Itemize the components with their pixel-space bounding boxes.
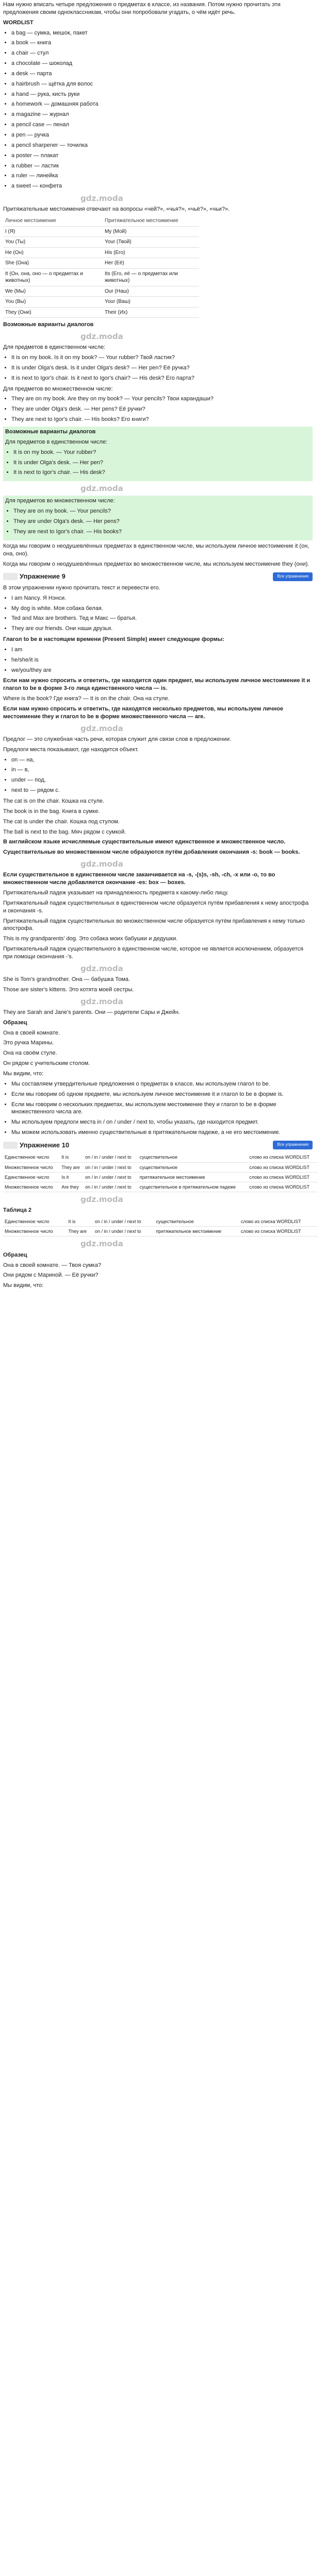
exercise-lines bbox=[3, 595, 313, 633]
table-cell: Our (Наш) bbox=[103, 286, 199, 297]
table-row bbox=[3, 268, 199, 286]
table-row bbox=[3, 297, 199, 308]
table-cell: It is bbox=[67, 1217, 93, 1227]
dialog-line: • It is next to Igor's chair. — His desk? bbox=[13, 469, 311, 477]
rule-item: • Мы используем предлоги места in / on / under / next to, чтобы указать, где находится предмет. bbox=[11, 1118, 313, 1126]
table-cell: He (Он) bbox=[3, 247, 103, 258]
sample-lines bbox=[3, 1262, 313, 1290]
sample-line: Она в своей комнате. bbox=[3, 1029, 60, 1036]
all-exercises-button[interactable]: Все упражнения bbox=[273, 572, 313, 581]
rule-item: • Если мы говорим о нескольких предметах, мы используем местоимение they и глагол to be в форме множественного числа are. bbox=[11, 1101, 313, 1116]
rule-text: Если существительное в единственном числе заканчивается на -s, -(s)s, -sh, -ch, -x или -o, то во множественном числе добавляется окончание -es: box — boxes. bbox=[3, 872, 275, 886]
verb-form: • we/you/they are bbox=[11, 667, 313, 674]
table-row bbox=[3, 1217, 318, 1227]
wordlist-item: • a hairbrush — щётка для волос bbox=[11, 80, 313, 88]
all-exercises-button[interactable]: Все упражнения bbox=[273, 1141, 313, 1149]
dialog-line: • It is under Olga's desk. Is it under Olga's desk? — Her pen? Её ручка? bbox=[11, 364, 313, 372]
translation-line: • I am Nancy. Я Нэнси. bbox=[11, 595, 313, 602]
rule-item: • Мы можем использовать именно существительные в притяжательном падеже, а не его местоимение. bbox=[11, 1129, 313, 1137]
translation-line: • Ted and Max are brothers. Тед и Макс — братья. bbox=[11, 615, 313, 622]
example-text: She is Tom's grandmother. Она — бабушка Тома. bbox=[3, 976, 131, 983]
dialogs-plural-list bbox=[3, 395, 313, 423]
table-cell: It (Он, она, оно — о предметах и животных) bbox=[3, 268, 103, 286]
preposition-item: • in — в, bbox=[11, 766, 313, 774]
dialog-line: • They are on my book. — Your pencils? bbox=[13, 507, 311, 515]
table-cell: слово из списка WORDLIST bbox=[248, 1172, 318, 1182]
sample-line: Это ручка Марины. bbox=[3, 1040, 54, 1046]
table-cell: You (Ты) bbox=[3, 237, 103, 248]
sample-line: Она в своей комнате. — Твоя сумка? bbox=[3, 1262, 101, 1268]
wordlist bbox=[3, 29, 313, 191]
exercise-header bbox=[3, 572, 313, 581]
rule-text: Существительные во множественном числе образуются путём добавления окончания -s: book — books. bbox=[3, 849, 300, 856]
wordlist-item: • a magazine — журнал bbox=[11, 111, 313, 118]
wordlist-item: • a chocolate — шоколад bbox=[11, 60, 313, 67]
table-cell: слово из списка WORDLIST bbox=[248, 1153, 318, 1162]
table2-label: Таблица 2 bbox=[3, 1207, 32, 1214]
table-row bbox=[3, 1153, 318, 1162]
rule-text: Притяжательный падеж указывает на принадлежность предмета к какому-либо лицу. bbox=[3, 890, 229, 896]
green-box bbox=[3, 427, 313, 481]
watermark: gdz.moda bbox=[80, 331, 123, 341]
table-cell: притяжательное местоимение bbox=[154, 1227, 239, 1236]
note-text: Когда мы говорим о неодушевлённых предметах во множественном числе, мы используем местоимение they (они). bbox=[3, 561, 309, 567]
preposition-item: • under — под, bbox=[11, 776, 313, 784]
exercise-intro: В этом упражнении нужно прочитать текст и перевести его. bbox=[3, 584, 160, 591]
sample-label: Образец bbox=[3, 1019, 27, 1026]
dialog-line: • It is on my book. — Your rubber? bbox=[13, 449, 311, 456]
page bbox=[3, 0, 313, 1290]
rule-text: Если нам нужно спросить и ответить, где находится один предмет, мы используем личное местоимение it и глагол to be в форме 3-го лица единственного числа — is. bbox=[3, 677, 311, 692]
translation-line: • They are our friends. Они наши друзья. bbox=[11, 625, 313, 633]
table-cell: on / in / under / next to bbox=[84, 1172, 138, 1182]
sentence-table-2 bbox=[3, 1217, 318, 1236]
table-cell: слово из списка WORDLIST bbox=[239, 1227, 318, 1236]
exercise-title: Упражнение 10 bbox=[20, 1141, 70, 1149]
table-cell: Her (Её) bbox=[103, 258, 199, 269]
wordlist-item: • a chair — стул bbox=[11, 49, 313, 57]
exercise-header bbox=[3, 1141, 313, 1150]
table-row bbox=[3, 1182, 318, 1192]
wordlist-item: • a pencil sharpener — точилка bbox=[11, 142, 313, 149]
table-cell: слово из списка WORDLIST bbox=[248, 1162, 318, 1172]
table-row bbox=[3, 1227, 318, 1236]
table-cell: Their (Их) bbox=[103, 307, 199, 318]
note-text: Когда мы говорим о неодушевлённых предметах в единственном числе, мы используем личное местоимение it (он, она, оно). bbox=[3, 543, 309, 557]
table-row bbox=[3, 307, 199, 318]
table-row bbox=[3, 286, 199, 297]
thumbnail-icon bbox=[3, 573, 18, 580]
wordlist-item: • a sweet — конфета bbox=[11, 182, 313, 190]
table-cell: His (Его) bbox=[103, 247, 199, 258]
table-cell: Множественное число bbox=[3, 1227, 67, 1236]
example-text: The ball is next to the bag. Мяч рядом с сумкой. bbox=[3, 828, 126, 835]
table-cell: You (Вы) bbox=[3, 297, 103, 308]
green-plural-list bbox=[5, 507, 311, 536]
table-cell: Единственное число bbox=[3, 1217, 67, 1227]
watermark: gdz.moda bbox=[80, 1195, 123, 1205]
table-header: Притяжательное местоимение bbox=[103, 216, 199, 226]
sentence-table bbox=[3, 1153, 318, 1192]
green-box bbox=[3, 496, 313, 540]
green-singular-label: Для предметов в единственном числе: bbox=[5, 438, 108, 445]
table-cell: She (Она) bbox=[3, 258, 103, 269]
wordlist-item: • a desk — парта bbox=[11, 70, 313, 78]
watermark: gdz.moda bbox=[80, 963, 123, 973]
table-cell: слово из списка WORDLIST bbox=[239, 1217, 318, 1227]
wordlist-item: • a bag — сумка, мешок, пакет bbox=[11, 29, 313, 37]
table-cell: существительное bbox=[138, 1162, 248, 1172]
dialog-line: • They are next to Igor's chair. — His books? bbox=[13, 528, 311, 536]
watermark: gdz.moda bbox=[80, 484, 123, 494]
table-cell: существительное bbox=[138, 1153, 248, 1162]
table-row bbox=[3, 237, 199, 248]
table-cell: Your (Твой) bbox=[103, 237, 199, 248]
example-text: The cat is under the chair. Кошка под стулом. bbox=[3, 818, 120, 825]
dialog-line: • They are under Olga's desk. — Her pens? Её ручки? bbox=[11, 405, 313, 413]
green-title: Возможные варианты диалогов bbox=[5, 428, 96, 435]
table-cell: I (Я) bbox=[3, 226, 103, 237]
dialogs-singular-label: Для предметов в единственном числе: bbox=[3, 344, 106, 351]
example-text: The cat is on the chair. Кошка на стуле. bbox=[3, 798, 105, 805]
table-cell: Its (Его, её — о предметах или животных) bbox=[103, 268, 199, 286]
preposition-item: • on — на, bbox=[11, 756, 313, 764]
dialogs-singular-list bbox=[3, 354, 313, 382]
table-row bbox=[3, 247, 199, 258]
table-cell: существительное в притяжательном падеже bbox=[138, 1182, 248, 1192]
table-cell: on / in / under / next to bbox=[93, 1217, 154, 1227]
dialog-line: • It is next to Igor's chair. Is it next to Igor's chair? — His desk? Его парта? bbox=[11, 375, 313, 382]
table-cell: Are they bbox=[60, 1182, 84, 1192]
table-cell: It is bbox=[60, 1153, 84, 1162]
table-cell: Your (Ваш) bbox=[103, 297, 199, 308]
table-row bbox=[3, 258, 199, 269]
rule-text: Притяжательный падеж существительных в единственном числе образуется путём прибавления к нему апострофа и окончания -s. bbox=[3, 900, 309, 914]
rule-item: • Если мы говорим об одном предмете, мы используем личное местоимение it и глагол to be в форме is. bbox=[11, 1091, 313, 1098]
table-header: Личное местоимение bbox=[3, 216, 103, 226]
preposition-item: • next to — рядом с. bbox=[11, 787, 313, 794]
green-plural-label: Для предметов во множественном числе: bbox=[5, 498, 115, 504]
table-cell: Множественное число bbox=[3, 1182, 60, 1192]
wordlist-item: • a poster — плакат bbox=[11, 152, 313, 160]
table-cell: They (Они) bbox=[3, 307, 103, 318]
sample-line: Он рядом с учительским столом. bbox=[3, 1060, 90, 1067]
rule-text: Если нам нужно спросить и ответить, где находятся несколько предметов, мы используем личное местоимение they и глагол to be в форме множественного числа — are. bbox=[3, 706, 283, 720]
wordlist-item: • a ruler — линейка bbox=[11, 172, 313, 180]
table-cell: Is it bbox=[60, 1172, 84, 1182]
example-text: Those are sister's kittens. Это котята моей сестры. bbox=[3, 986, 134, 993]
table-row bbox=[3, 1162, 318, 1172]
rules-list bbox=[3, 1080, 313, 1137]
sample-line: Она на своём стуле. bbox=[3, 1050, 57, 1057]
rule-text: Предлог — это служебная часть речи, которая служит для связи слов в предложении. bbox=[3, 736, 232, 742]
example-text: The book is in the bag. Книга в сумке. bbox=[3, 808, 100, 815]
sample-lines bbox=[3, 1029, 313, 1078]
watermark: gdz.moda bbox=[80, 859, 123, 869]
wordlist-item: • a pen — ручка bbox=[11, 131, 313, 139]
table-cell: Множественное число bbox=[3, 1162, 60, 1172]
dialog-line: • They are next to Igor's chair. — His books? Его книги? bbox=[11, 416, 313, 423]
dialog-line: • It is under Olga's desk. — Her pen? bbox=[13, 459, 311, 467]
prepositions-list bbox=[3, 756, 313, 794]
table-cell: on / in / under / next to bbox=[93, 1227, 154, 1236]
possessive-intro: Притяжательные местоимения отвечают на вопросы «чей?», «чья?», «чьё?», «чьи?». bbox=[3, 206, 230, 213]
wordlist-item: • a pencil case — пенал bbox=[11, 121, 313, 129]
dialogs-title: Возможные варианты диалогов bbox=[3, 321, 94, 328]
table-row bbox=[3, 1172, 318, 1182]
sample-line: Мы видим, что: bbox=[3, 1071, 44, 1077]
table-cell: on / in / under / next to bbox=[84, 1182, 138, 1192]
sample-label: Образец bbox=[3, 1251, 27, 1258]
table-cell: on / in / under / next to bbox=[84, 1162, 138, 1172]
table-cell: on / in / under / next to bbox=[84, 1153, 138, 1162]
dialog-line: • They are under Olga's desk. — Her pens? bbox=[13, 518, 311, 526]
table-cell: They are bbox=[67, 1227, 93, 1236]
table-cell: Единственное число bbox=[3, 1172, 60, 1182]
possessive-table bbox=[3, 216, 199, 318]
wordlist-item: • a hand — рука, кисть руки bbox=[11, 91, 313, 98]
table-cell: слово из списка WORDLIST bbox=[248, 1182, 318, 1192]
exercise-title: Упражнение 9 bbox=[20, 572, 66, 581]
example-text: This is my grandparents' dog. Это собака моих бабушки и дедушки. bbox=[3, 936, 178, 942]
green-singular-list bbox=[5, 449, 311, 477]
example-text: They are Sarah and Jane's parents. Они — родители Сары и Джейн. bbox=[3, 1009, 180, 1015]
wordlist-item: • a rubber — ластик bbox=[11, 162, 313, 170]
table-cell: существительное bbox=[154, 1217, 239, 1227]
verb-forms-list bbox=[3, 646, 313, 674]
dialog-line: • It is on my book. Is it on my book? — Your rubber? Твой ластик? bbox=[11, 354, 313, 362]
verb-form: • I am bbox=[11, 646, 313, 654]
intro-text: Нам нужно вписать четыре предложения о предметах в классе, из названия. Потом нужно прочитать эти предложения своим одноклассникам, чтобы они попробовали угадать, о чём идёт речь. bbox=[3, 2, 281, 15]
dialogs-plural-label: Для предметов во множественном числе: bbox=[3, 385, 113, 392]
dialog-line: • They are on my book. Are they on my book? — Your pencils? Твои карандаши? bbox=[11, 395, 313, 403]
rule-text: В английском языке исчисляемые существительные имеют единственное и множественное число. bbox=[3, 839, 286, 845]
wordlist-label: WORDLIST bbox=[3, 19, 34, 26]
example-text: Where is the book? Где книга? — It is on the chair. Она на стуле. bbox=[3, 696, 170, 702]
translation-line: • My dog is white. Моя собака белая. bbox=[11, 605, 313, 613]
table-cell: Единственное число bbox=[3, 1153, 60, 1162]
table-cell: They are bbox=[60, 1162, 84, 1172]
table-cell: притяжательное местоимение bbox=[138, 1172, 248, 1182]
rule-text: Притяжательный падеж существительных во множественном числе образуется путём прибавления к нему только апострофа. bbox=[3, 918, 305, 932]
table-row bbox=[3, 226, 199, 237]
rule-item: • Мы составляем утвердительные предложения о предметах в классе, мы используем глагол to be. bbox=[11, 1080, 313, 1088]
table-cell: We (Мы) bbox=[3, 286, 103, 297]
wordlist-item: • a homework — домашняя работа bbox=[11, 100, 313, 108]
sample-line: Мы видим, что: bbox=[3, 1282, 44, 1289]
thumbnail-icon bbox=[3, 1142, 18, 1149]
watermark: gdz.moda bbox=[80, 1239, 123, 1249]
wordlist-item: • a book — книга bbox=[11, 39, 313, 47]
sample-line: Они рядом с Мариной. — Её ручки? bbox=[3, 1272, 99, 1279]
rule-title: Глагол to be в настоящем времени (Present Simple) имеет следующие формы: bbox=[3, 636, 224, 643]
rule-text: Притяжательный падеж существительного в единственном числе, которое не является исключением, образуется при помощи окончания -'s. bbox=[3, 946, 303, 960]
rule-text: Предлоги места показывают, где находится объект. bbox=[3, 746, 139, 753]
watermark: gdz.moda bbox=[80, 996, 123, 1006]
watermark: gdz.moda bbox=[80, 723, 123, 733]
table-cell: My (Мой) bbox=[103, 226, 199, 237]
watermark: gdz.moda bbox=[80, 194, 123, 204]
verb-form: • he/she/it is bbox=[11, 656, 313, 664]
